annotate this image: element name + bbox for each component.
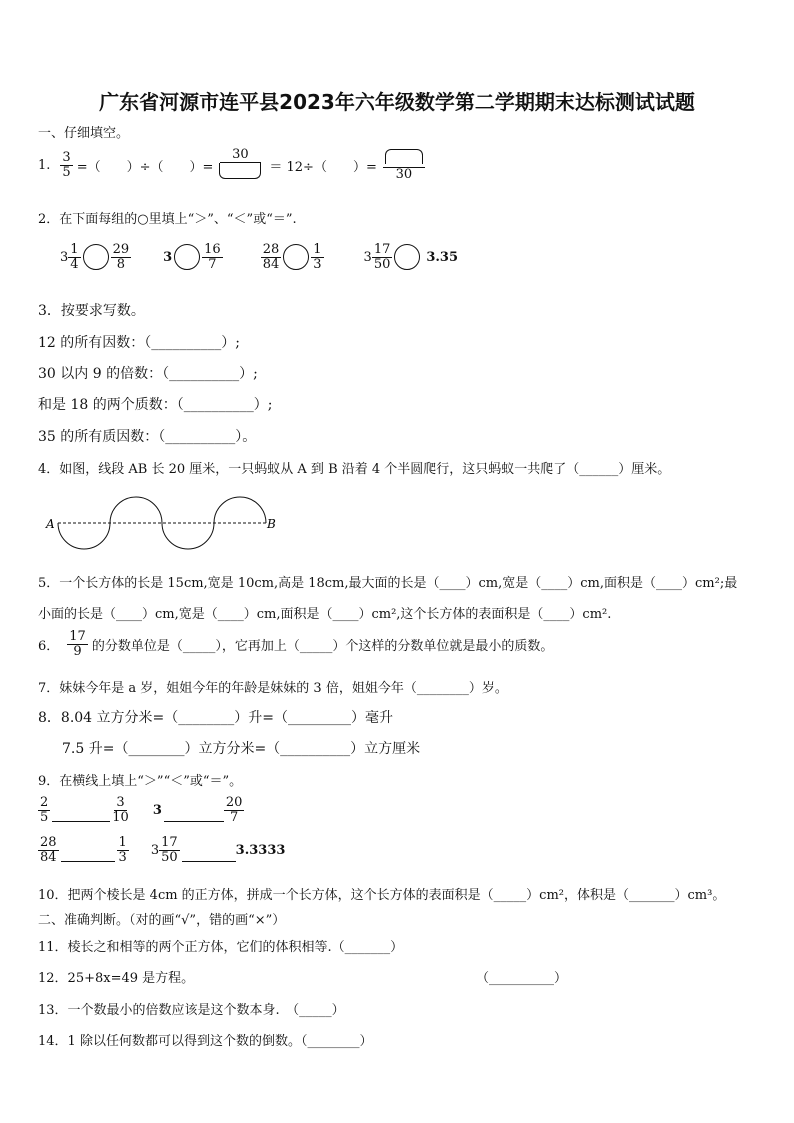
q8-line-2[interactable]: 7.5 升=（________）立方分米=（__________）立方厘米	[62, 741, 421, 757]
q2-group-4: 3 $\frac{17}{50}$ 3.35	[363, 242, 459, 272]
semicircle-2	[110, 497, 162, 523]
q2-group-3: $\frac{28}{84}$ $\frac{1}{3}$	[262, 242, 322, 272]
q1-fraction-c: 30	[383, 149, 425, 182]
question-12-text: 12．25+8x=49 是方程。	[38, 971, 195, 986]
q9-blank-2[interactable]	[164, 808, 224, 822]
q1-blank-den[interactable]	[219, 163, 261, 179]
q1-number: 1.	[38, 157, 51, 173]
label-a: A	[46, 517, 55, 531]
question-3-text: 3．按要求写数。	[38, 303, 145, 319]
question-6[interactable]	[38, 630, 553, 658]
q1-fraction-a: $\frac{3}{5}$	[62, 150, 71, 180]
semicircle-4	[214, 497, 266, 523]
question-13-text[interactable]: 13．一个数最小的倍数应该是这个数本身. （_____）	[38, 1003, 345, 1018]
q8-line-1[interactable]: 8．8.04 立方分米=（________）升=（_________）毫升	[38, 710, 393, 726]
question-9-text: 9．在横线上填上“＞”“＜”或“＝”。	[38, 774, 243, 789]
q6-number: 6．	[38, 638, 60, 654]
q3-line-1[interactable]: 12 的所有因数：（__________）;	[38, 335, 240, 351]
page-title: 广东省河源市连平县2023年六年级数学第二学期期末达标测试试题	[99, 90, 695, 114]
q2-group-2: 3 $\frac{16}{7}$	[163, 242, 221, 272]
semicircle-3	[162, 523, 214, 549]
semicircle-1	[58, 523, 110, 549]
q2-compare-circle-3[interactable]	[283, 244, 309, 270]
question-4-text: 4．如图，线段 AB 长 20 厘米，一只蚂蚁从 A 到 B 沿着 4 个半圆爬行，这只蚂蚁一共爬了（______）厘米。	[38, 462, 671, 477]
q3-line-4[interactable]: 35 的所有质因数：（__________）。	[38, 429, 257, 445]
semicircle-diagram	[44, 490, 284, 556]
q2-compare-circle-4[interactable]	[394, 244, 420, 270]
q9-row-2: $\frac{28}{84}$ $\frac{1}{3}$ 3 $\frac{17}{50}$ 3.3333	[40, 835, 286, 865]
q9-blank-3[interactable]	[61, 848, 115, 862]
question-14-text[interactable]: 14．1 除以任何数都可以得到这个数的倒数。（________）	[38, 1034, 373, 1049]
q1-fraction-b: 30	[217, 148, 263, 182]
q5-line-1[interactable]: 5．一个长方体的长是 15cm,宽是 10cm,高是 18cm,最大面的长是（____）cm,宽是（____）cm,面积是（____）cm²;最	[38, 576, 738, 591]
section-heading-fill: 一、仔细填空。	[38, 126, 130, 141]
q3-line-3[interactable]: 和是 18 的两个质数：（__________）;	[38, 397, 273, 413]
q2-compare-circle-2[interactable]	[174, 244, 200, 270]
question-10-text[interactable]: 10．把两个棱长是 4cm 的正方体，拼成一个长方体，这个长方体的表面积是（_____）cm²，体积是（_______）cm³。	[38, 888, 726, 903]
q9-row-1: $\frac{2}{5}$ $\frac{3}{10}$ 3 $\frac{20}{7}$	[40, 795, 243, 825]
question-2-groups	[60, 243, 458, 271]
q1-text-2: ＝ 12÷（ ）=	[269, 159, 377, 175]
q5-line-2[interactable]: 小面的长是（____）cm,宽是（____）cm,面积是（____）cm²,这个长方体的表面积是（____）cm².	[38, 607, 612, 622]
question-2-text: 2．在下面每组的○里填上“＞”、“＜”或“＝”.	[38, 212, 297, 227]
q1-blank-num[interactable]	[385, 149, 423, 164]
q2-group-1: 3 $\frac{1}{4}$ $\frac{29}{8}$	[60, 242, 130, 272]
q6-text: 的分数单位是（_____），它再加上（_____）个这样的分数单位就是最小的质数。	[91, 638, 554, 654]
q12-blank[interactable]: （__________）	[476, 971, 568, 986]
q1-text-1: =（ ）÷（ ）=	[76, 159, 214, 175]
question-11-text[interactable]: 11．棱长之和相等的两个正方体，它们的体积相等.（_______）	[38, 940, 404, 955]
q9-blank-1[interactable]	[52, 808, 110, 822]
q6-fraction: $\frac{17}{9}$	[69, 629, 86, 659]
q9-blank-4[interactable]	[182, 848, 236, 862]
q2-compare-circle-1[interactable]	[83, 244, 109, 270]
question-1	[38, 148, 425, 182]
q3-line-2[interactable]: 30 以内 9 的倍数：（__________）;	[38, 366, 258, 382]
section-heading-judge: 二、准确判断。（对的画“√”，错的画“×”）	[38, 913, 286, 928]
label-b: B	[267, 517, 276, 531]
question-7-text[interactable]: 7．妹妹今年是 a 岁，姐姐今年的年龄是妹妹的 3 倍，姐姐今年（________）岁。	[38, 681, 508, 696]
